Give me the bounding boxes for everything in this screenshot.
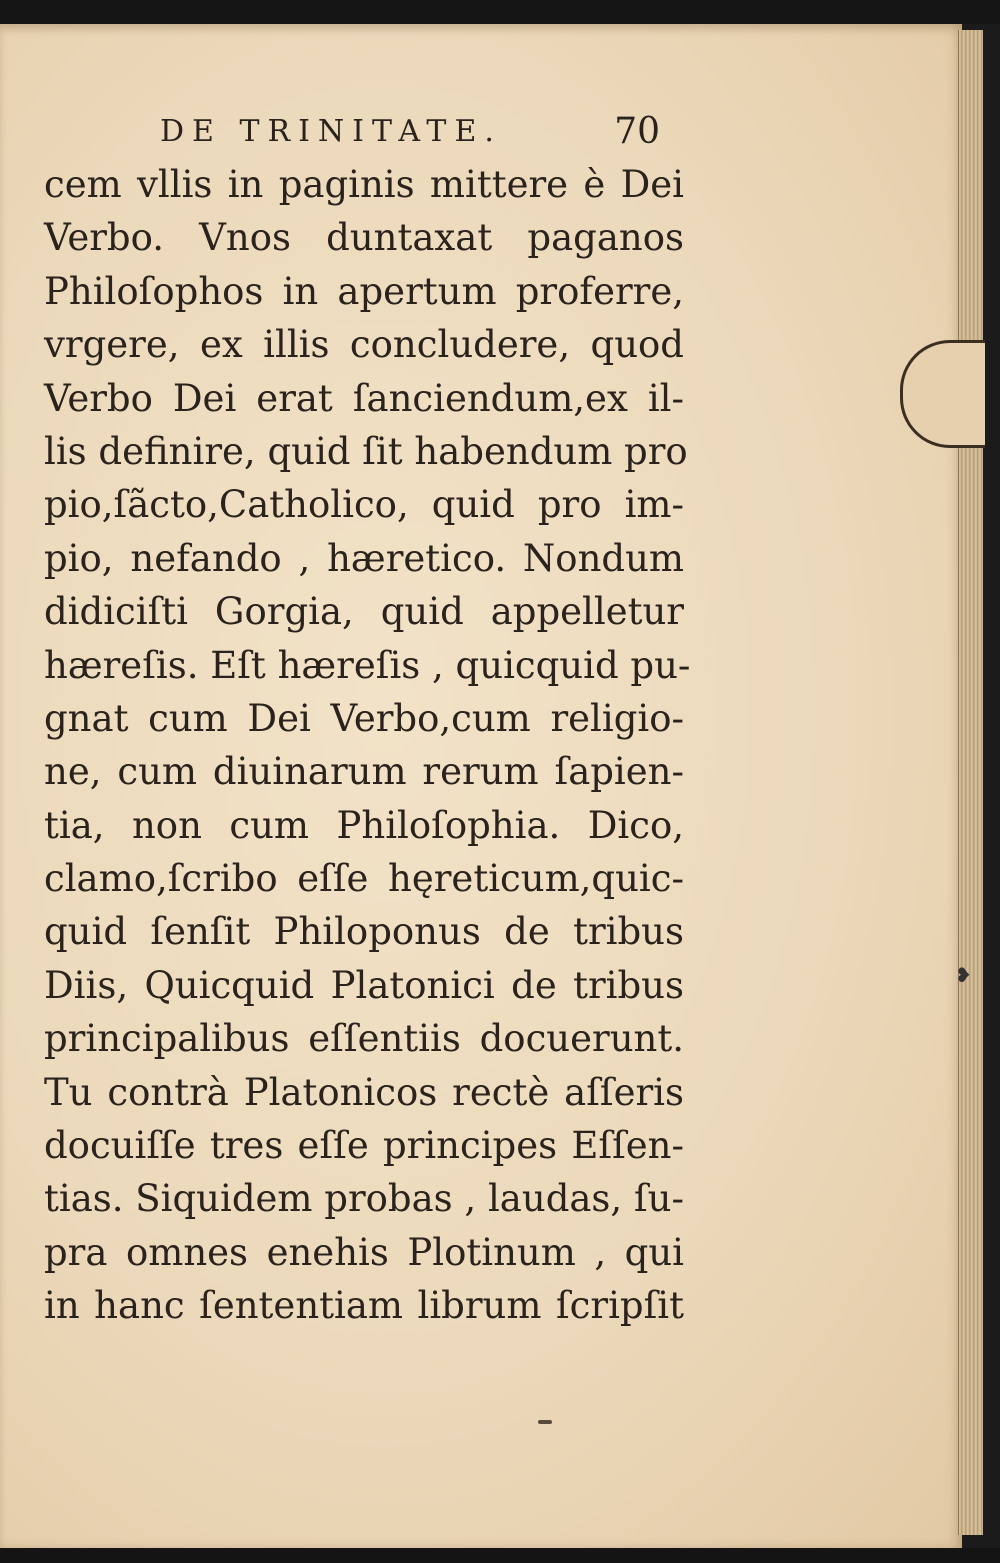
text-line: hæreſis. Eſt hæreſis , quicquid pu- bbox=[44, 643, 691, 687]
text-line: Philoſophos in apertum proferre, bbox=[44, 269, 684, 313]
text-line: tia, non cum Philoſophia. Dico, bbox=[44, 803, 684, 847]
text-line: cem vllis in paginis mittere è Dei bbox=[44, 163, 684, 206]
text-line: gnat cum Dei Verbo,cum religio- bbox=[44, 696, 684, 740]
text-line: Verbo Dei erat ſanciendum,ex il- bbox=[44, 376, 684, 420]
ink-mark bbox=[538, 1420, 552, 1424]
body-text bbox=[44, 158, 691, 1333]
scan-background-top bbox=[0, 0, 1000, 24]
text-line: Tu contrà Platonicos rectè aſſeris bbox=[44, 1070, 684, 1114]
page-number: 70 bbox=[614, 111, 660, 152]
text-line: docuiſſe tres eſſe principes Eſſen- bbox=[44, 1124, 684, 1168]
scan-background-bottom bbox=[0, 1548, 1000, 1563]
text-line: Verbo. Vnos duntaxat paganos bbox=[44, 216, 684, 260]
text-line: quid ſenſit Philoponus de tribus bbox=[44, 910, 684, 954]
text-line: Diis, Quicquid Platonici de tribus bbox=[44, 963, 684, 1007]
text-line: in hanc ſententiam librum ſcripſit bbox=[44, 1284, 684, 1328]
text-line: pio,ſãcto,Catholico, quid pro im- bbox=[44, 483, 684, 527]
text-line: principalibus eſſentiis docuerunt. bbox=[44, 1017, 684, 1061]
text-line: tias. Siquidem probas , laudas, ſu- bbox=[44, 1177, 684, 1221]
page-header bbox=[160, 112, 660, 156]
page-tab bbox=[900, 340, 985, 448]
text-line: pra omnes enehis Plotinum , qui bbox=[44, 1230, 684, 1274]
page-edges bbox=[958, 30, 983, 1535]
text-line: clamo,ſcribo eſſe hęreticum,quic- bbox=[44, 857, 684, 901]
text-line: ne, cum diuinarum rerum ſapien- bbox=[44, 750, 684, 794]
text-line: didiciſti Gorgia, quid appelletur bbox=[44, 590, 684, 634]
text-line: lis definire, quid ſit habendum pro bbox=[44, 429, 688, 473]
margin-mark-icon: ❥ bbox=[955, 963, 972, 987]
text-line: pio, nefando , hæretico. Nondum bbox=[44, 536, 684, 580]
text-line: vrgere, ex illis concludere, quod bbox=[44, 323, 684, 367]
running-head: DE TRINITATE. bbox=[160, 114, 502, 149]
